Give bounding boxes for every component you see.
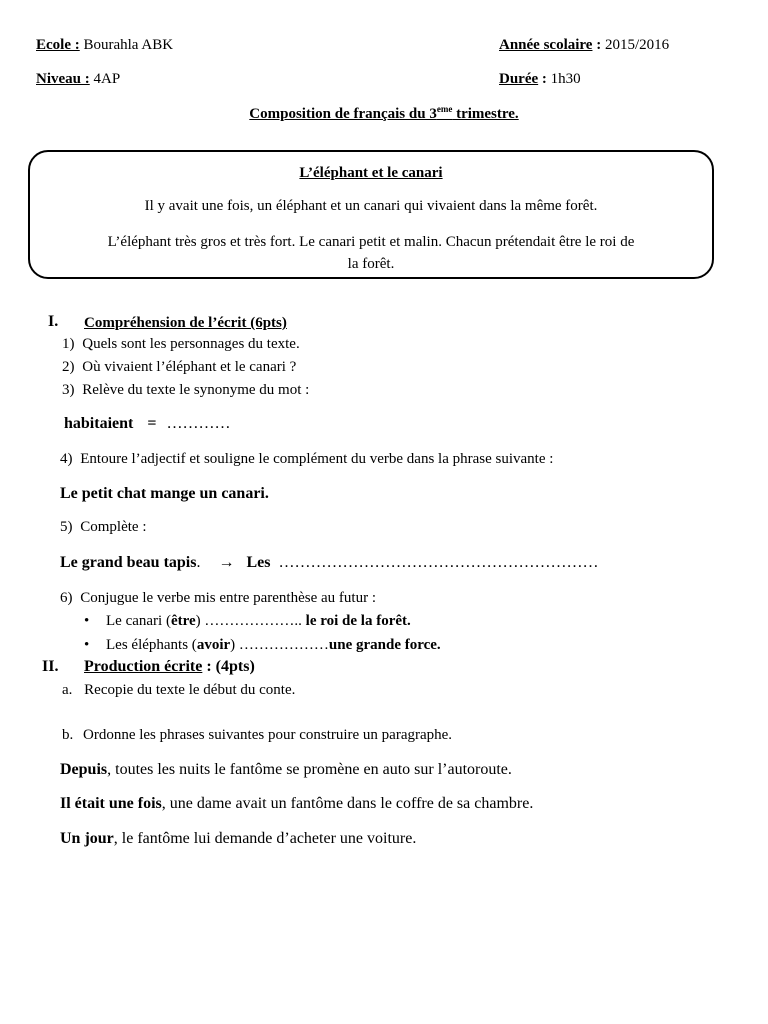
sentence-1: Depuis, toutes les nuits le fantôme se promène en auto sur l’autoroute. [60, 761, 512, 778]
section-2-title: Production écrite : (4pts) [84, 658, 255, 675]
school-name: Bourahla ABK [83, 37, 174, 53]
synonym-blank: ………… [166, 415, 231, 432]
section-1-title: Compréhension de l’écrit (6pts) [84, 315, 287, 331]
school-year-label: Année scolaire [499, 37, 593, 53]
school-line [36, 36, 173, 55]
level-label: Niveau : [36, 71, 90, 87]
duration-sep: : [541, 71, 547, 87]
school-year-line [499, 36, 669, 55]
duration-label: Durée [499, 71, 539, 87]
conjugation-item-1: • Le canari (être) ……………….. le roi de la forêt. [106, 612, 411, 631]
story-line-3: la forêt. [347, 256, 395, 272]
school-year-value: 2015/2016 [604, 37, 670, 53]
question-4-sentence: Le petit chat mange un canari. [60, 485, 269, 502]
question-1: 1) Quels sont les personnages du texte. [62, 336, 300, 352]
question-5-exercise: Le grand beau tapis. → Les …………………………………………………… [60, 554, 599, 571]
question-6: 6) Conjugue le verbe mis entre parenthèse au futur : [60, 590, 376, 606]
section-1-numeral: I. [48, 313, 59, 330]
story-line-1: Il y avait une fois, un éléphant et un canari qui vivaient dans la même forêt. [144, 198, 598, 214]
story-box [28, 150, 714, 279]
duration-value: 1h30 [550, 71, 581, 87]
question-3: 3) Relève du texte le synonyme du mot : [62, 382, 310, 398]
story-title: L’éléphant et le canari [299, 165, 443, 181]
question-2: 2) Où vivaient l’éléphant et le canari ? [62, 359, 297, 375]
story-line-2: L’éléphant très gros et très fort. Le canari petit et malin. Chacun prétendait être le roi de [107, 234, 635, 250]
plural-blank: …………………………………………………… [278, 554, 599, 571]
duration-line [499, 70, 581, 89]
level-value: 4AP [93, 71, 121, 87]
arrow-icon: → [218, 554, 235, 571]
synonym-word: habitaient [64, 415, 134, 432]
level-line [36, 70, 120, 89]
sentence-3: Un jour, le fantôme lui demande d’acheter une voiture. [60, 830, 417, 847]
question-5: 5) Complète : [60, 519, 147, 535]
task-b: b. Ordonne les phrases suivantes pour construire un paragraphe. [62, 727, 453, 743]
conjugation-item-2: • Les éléphants (avoir) ………………une grande force. [106, 636, 441, 655]
page-title: Composition de français du 3eme trimestre. [249, 104, 519, 122]
synonym-exercise: habitaient = ………… [64, 415, 231, 432]
task-a: a. Recopie du texte le début du conte. [62, 682, 296, 698]
school-year-sep: : [596, 37, 602, 53]
section-2-numeral: II. [42, 658, 59, 675]
sentence-2: Il était une fois, une dame avait un fantôme dans le coffre de sa chambre. [60, 795, 534, 812]
question-4: 4) Entoure l’adjectif et souligne le complément du verbe dans la phrase suivante : [60, 451, 554, 467]
school-label: Ecole : [36, 37, 80, 53]
